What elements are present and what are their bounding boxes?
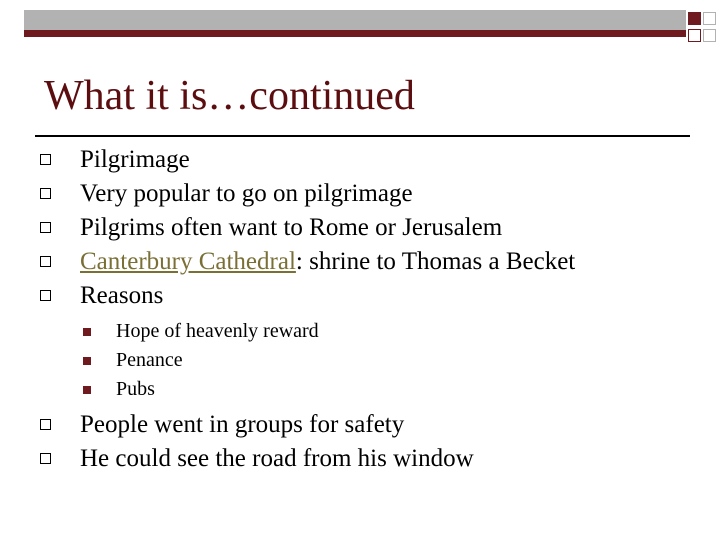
- hollow-square-bullet-icon: [40, 453, 51, 464]
- list-item: [40, 245, 700, 279]
- bullet-text: Pilgrimage: [80, 146, 190, 173]
- sub-list-item: [40, 375, 700, 404]
- top-gray-band: [24, 10, 686, 30]
- bullet-text: Pilgrims often want to Rome or Jerusalem: [80, 214, 503, 241]
- hollow-square-bullet-icon: [40, 188, 51, 199]
- sub-list-item: [40, 346, 700, 375]
- sub-list-item: [40, 317, 700, 346]
- corner-square-icon: [703, 12, 716, 25]
- title-underline: [35, 135, 690, 137]
- hollow-square-bullet-icon: [40, 154, 51, 165]
- corner-square-icon: [688, 12, 701, 25]
- hollow-square-bullet-icon: [40, 419, 51, 430]
- list-item: [40, 177, 700, 211]
- sub-bullet-text: Penance: [116, 349, 183, 371]
- canterbury-cathedral-link[interactable]: Canterbury Cathedral: [80, 248, 296, 275]
- filled-square-bullet-icon: [83, 386, 91, 394]
- filled-square-bullet-icon: [83, 328, 91, 336]
- filled-square-bullet-icon: [83, 357, 91, 365]
- hollow-square-bullet-icon: [40, 222, 51, 233]
- hollow-square-bullet-icon: [40, 290, 51, 301]
- bullet-text: People went in groups for safety: [80, 411, 405, 438]
- list-item: [40, 408, 700, 442]
- corner-square-icon: [688, 29, 701, 42]
- bullet-text-rest: : shrine to Thomas a Becket: [295, 248, 576, 275]
- sub-bullet-text: Hope of heavenly reward: [116, 320, 319, 342]
- bullet-list: [40, 143, 700, 476]
- sub-bullet-text: Pubs: [116, 378, 155, 400]
- corner-square-icon: [703, 29, 716, 42]
- hollow-square-bullet-icon: [40, 256, 51, 267]
- list-item: [40, 211, 700, 245]
- bullet-text: Very popular to go on pilgrimage: [80, 180, 413, 207]
- list-item: [40, 442, 700, 476]
- list-item: [40, 279, 700, 313]
- bullet-text: He could see the road from his window: [80, 445, 474, 472]
- top-decorative-bar: [24, 10, 686, 36]
- top-red-band: [24, 30, 686, 37]
- list-item: [40, 143, 700, 177]
- slide-title: What it is…continued: [44, 73, 415, 119]
- bullet-text: [80, 245, 575, 279]
- bullet-text: Reasons: [80, 282, 164, 309]
